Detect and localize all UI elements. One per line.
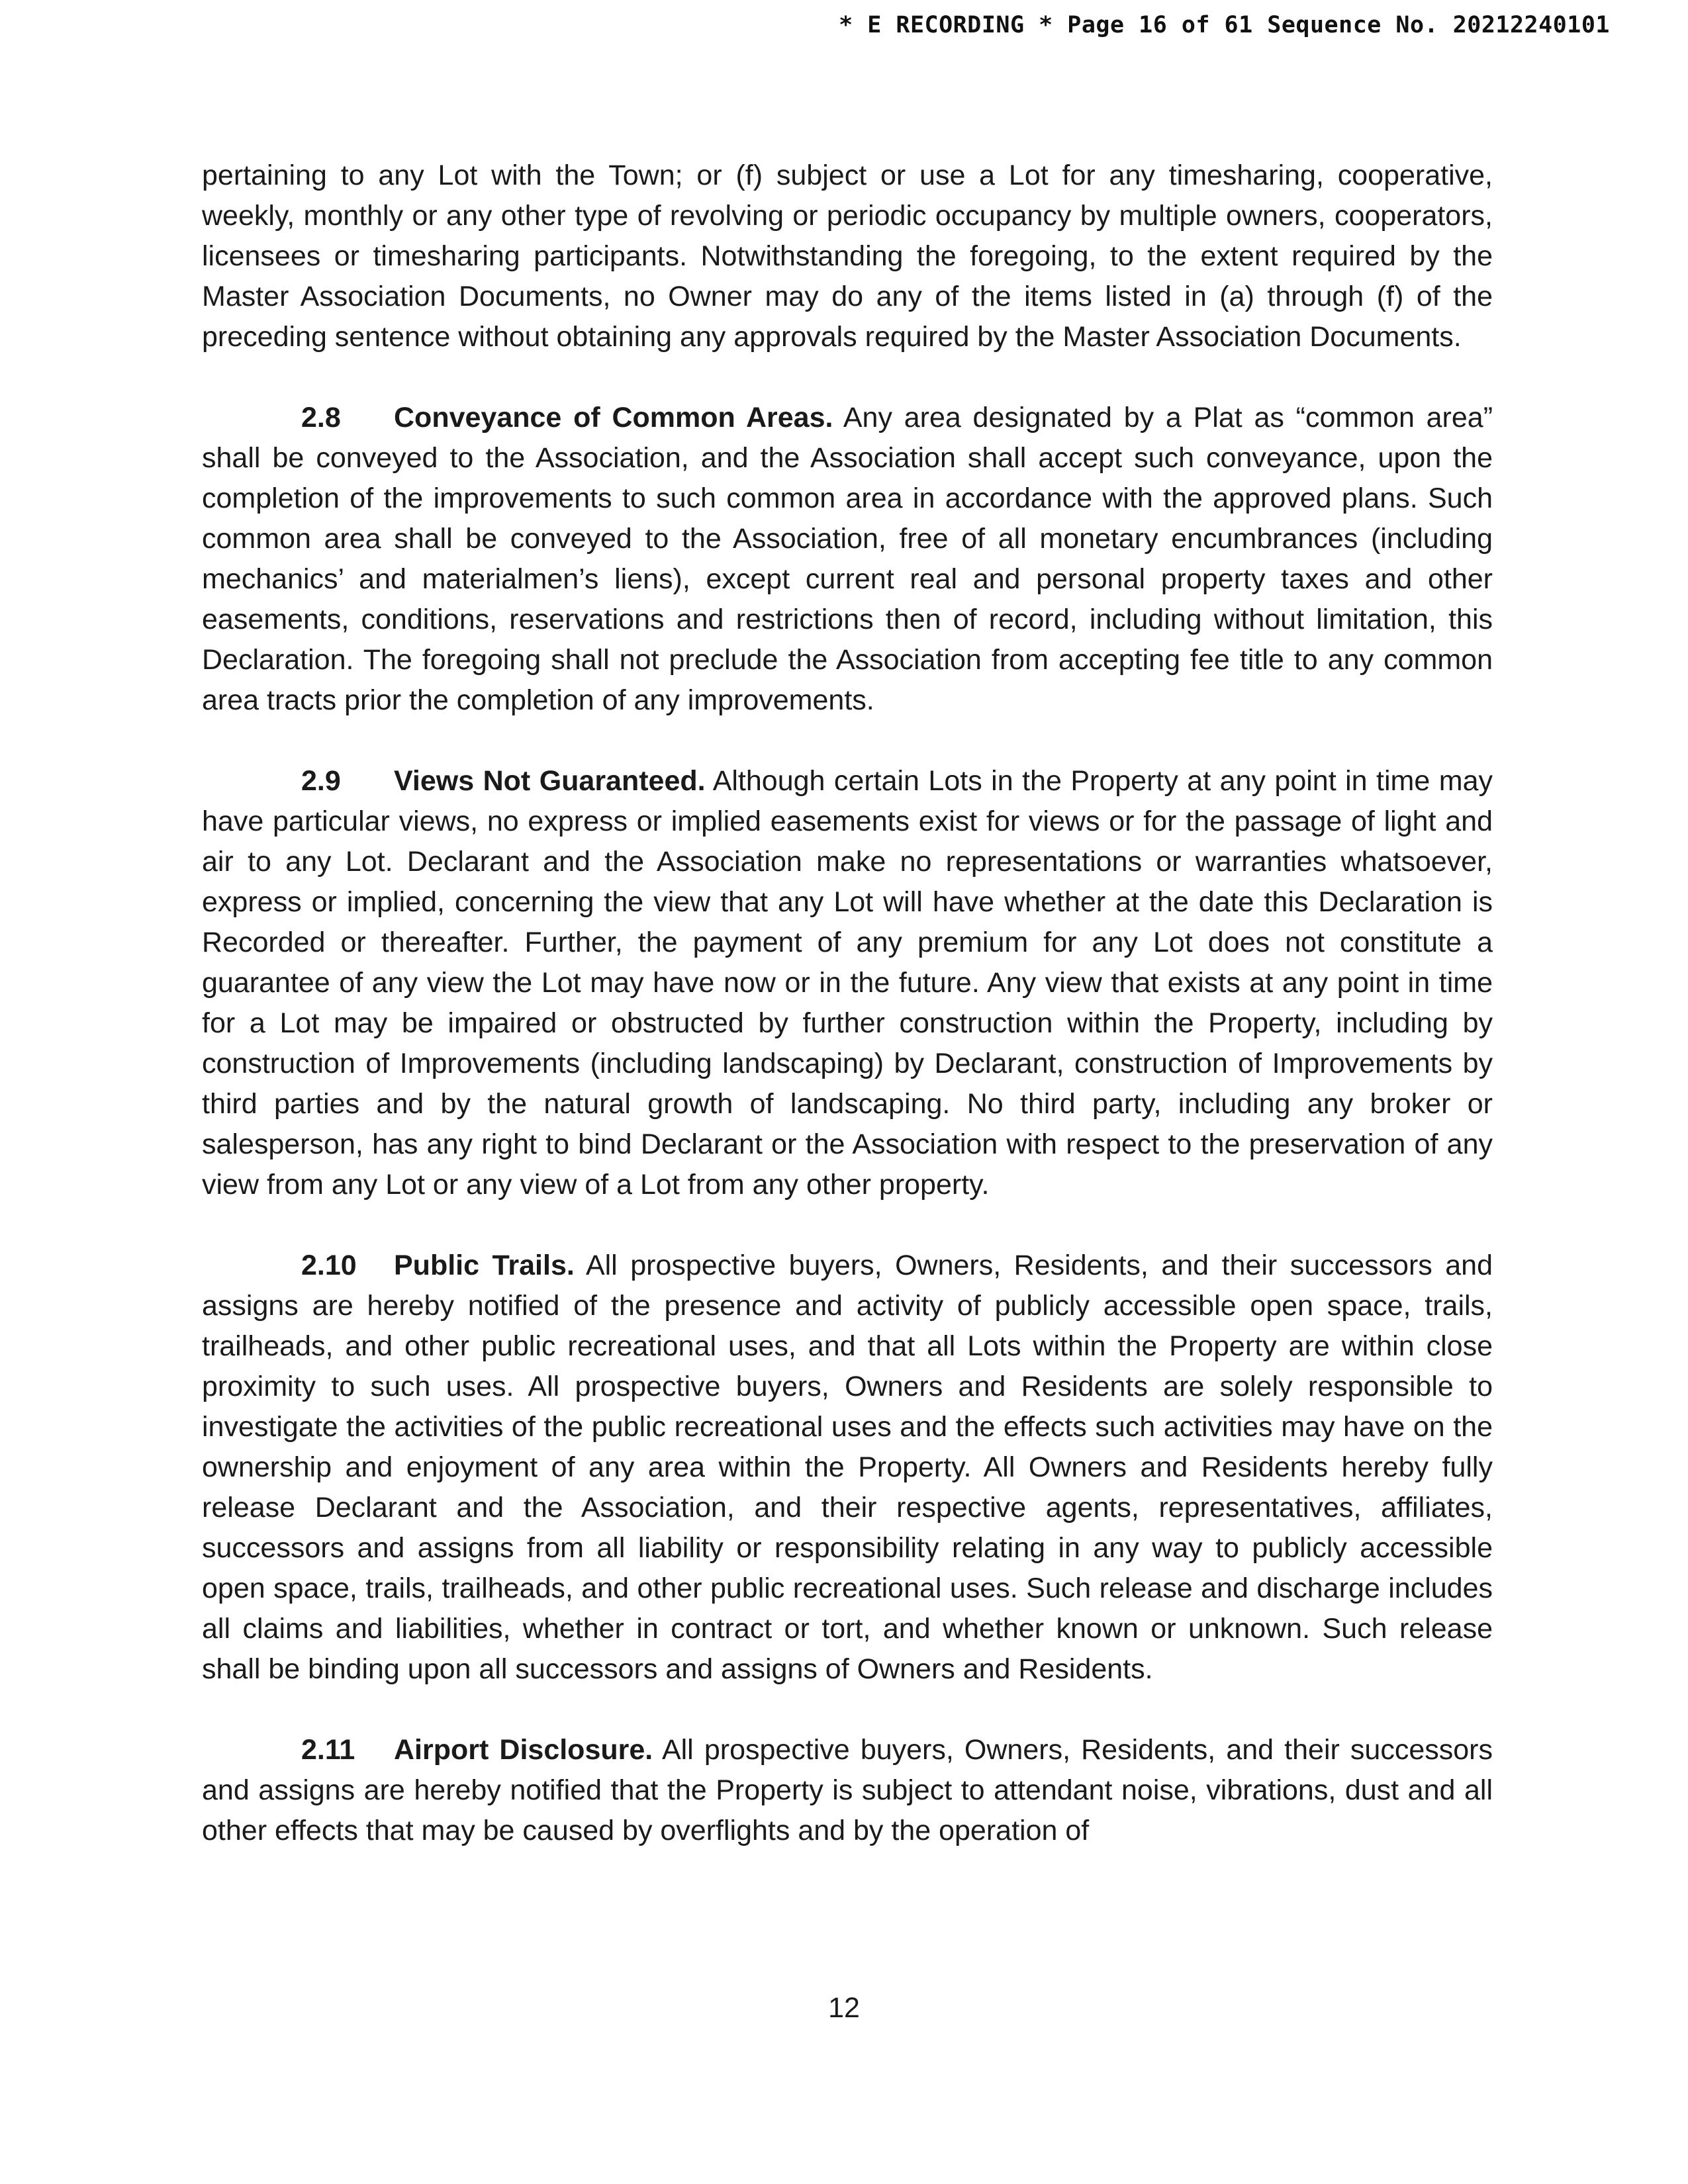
section-2-11 [202,1730,1493,1851]
section-number: 2.11 [301,1734,355,1766]
section-text: All prospective buyers, Owners, Residents, and their successors and assigns are hereby notified that the Property is subject to attendant noise, vibrations, dust and all other effects that may be caused by overflights and by the operation of [202,1734,1493,1846]
section-number: 2.9 [301,765,341,797]
document-body [202,156,1493,1851]
section-title: Views Not Guaranteed. [394,765,706,797]
section-title: Conveyance of Common Areas. [394,402,833,433]
section-2-8 [202,398,1493,721]
section-text: All prospective buyers, Owners, Residents, and their successors and assigns are hereby notified of the presence and activity of publicly accessible open space, trails, trailheads, and other public recreational uses, and that all Lots within the Property are within close proximity to such uses. All prospective buyers, Owners and Residents are solely responsible to investigate the activities of the public recreational uses and the effects such activities may have on the ownership and enjoyment of any area within the Property. All Owners and Residents hereby fully release Declarant and the Association, and their respective agents, representatives, affiliates, successors and assigns from all liability or responsibility relating in any way to publicly accessible open space, trails, trailheads, and other public recreational uses. Such release and discharge includes all claims and liabilities, whether in contract or tort, and whether known or unknown. Such release shall be binding upon all successors and assigns of Owners and Residents. [202,1250,1493,1685]
section-number: 2.10 [301,1250,357,1281]
recording-header: * E RECORDING * Page 16 of 61 Sequence No. 20212240101 [839,12,1610,38]
section-text: Although certain Lots in the Property at any point in time may have particular views, no express or implied easements exist for views or for the passage of light and air to any Lot. Declarant and the Association make no representations or warranties whatsoever, express or implied, concerning the view that any Lot will have whether at the date this Declaration is Recorded or thereafter. Further, the payment of any premium for any Lot does not constitute a guarantee of any view the Lot may have now or in the future. Any view that exists at any point in time for a Lot may be impaired or obstructed by further construction within the Property, including by construction of Improvements (including landscaping) by Declarant, construction of Improvements by third parties and by the natural growth of landscaping. No third party, including any broker or salesperson, has any right to bind Declarant or the Association with respect to the preservation of any view from any Lot or any view of a Lot from any other property. [202,765,1493,1201]
section-2-10 [202,1246,1493,1690]
page-number: 12 [828,1992,860,2024]
section-number: 2.8 [301,402,341,433]
section-2-9 [202,761,1493,1205]
section-title: Public Trails. [394,1250,575,1281]
section-title: Airport Disclosure. [394,1734,653,1766]
paragraph-continuation: pertaining to any Lot with the Town; or (f) subject or use a Lot for any timesharing, cooperative, weekly, monthly or any other type of revolving or periodic occupancy by multiple owners, cooperators, licensees or timesharing participants. Notwithstanding the foregoing, to the extent required by the Master Association Documents, no Owner may do any of the items listed in (a) through (f) of the preceding sentence without obtaining any approvals required by the Master Association Documents. [202,159,1493,353]
section-text: Any area designated by a Plat as “common area” shall be conveyed to the Association, and the Association shall accept such conveyance, upon the completion of the improvements to such common area in accordance with the approved plans. Such common area shall be conveyed to the Association, free of all monetary encumbrances (including mechanics’ and materialmen’s liens), except current real and personal property taxes and other easements, conditions, reservations and restrictions then of record, including without limitation, this Declaration. The foregoing shall not preclude the Association from accepting fee title to any common area tracts prior the completion of any improvements. [202,402,1493,716]
